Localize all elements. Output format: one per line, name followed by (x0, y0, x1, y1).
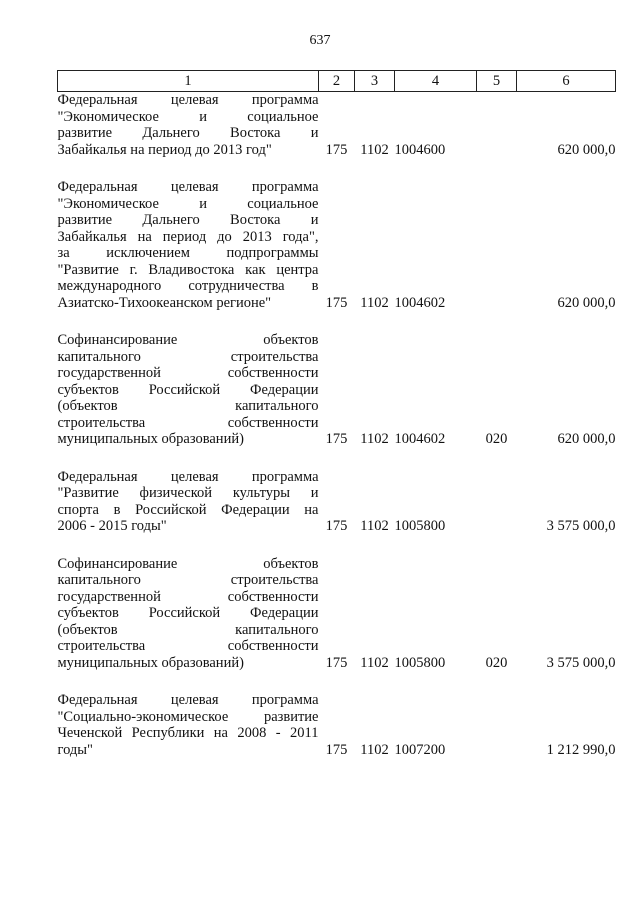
spacer-cell (58, 671, 616, 692)
description-line: Чеченской Республики на 2008 - 2011 (57, 725, 319, 741)
cell-c4: 1005800 (394, 518, 446, 534)
cell-c5 (477, 92, 517, 159)
description-line: "Экономическое и социальное (57, 195, 319, 212)
table-row (58, 92, 616, 159)
row-description (58, 92, 319, 159)
description-line: международного сотрудничества в (57, 278, 319, 294)
description-line: (объектов капитального (57, 621, 319, 638)
row-spacer (58, 671, 616, 692)
row-spacer (58, 535, 616, 556)
cell-c6: 1 212 990,0 (546, 741, 616, 758)
spacer-cell (58, 448, 616, 469)
table-row (58, 692, 616, 758)
row-description (58, 469, 319, 535)
cell-c4: 1004600 (394, 141, 446, 158)
description-line: 2006 - 2015 годы" (57, 518, 167, 534)
description-line: Забайкалья на период до 2013 года", (57, 228, 319, 245)
cell-c6: 620 000,0 (557, 294, 616, 311)
cell-c5 (477, 179, 517, 311)
spacer-cell (58, 158, 616, 179)
header-col-6: 6 (517, 71, 616, 92)
cell-c3: 1102 (360, 518, 389, 534)
cell-c5 (477, 469, 517, 535)
description-line: Федеральная целевая программа (57, 92, 319, 108)
spacer-cell (58, 535, 616, 556)
table-header-row (58, 71, 616, 92)
cell-c4: 1004602 (394, 431, 446, 447)
cell-c5: 020 (485, 431, 508, 447)
description-line: спорта в Российской Федерации на (57, 501, 319, 518)
cell-c6: 3 575 000,0 (546, 518, 616, 534)
cell-c2: 175 (325, 654, 348, 671)
page-number: 637 (309, 33, 331, 48)
description-line: муниципальных образований) (57, 431, 244, 447)
row-spacer (58, 311, 616, 332)
cell-c5: 020 (485, 654, 508, 671)
cell-c4: 1005800 (394, 654, 446, 671)
description-line: государственной собственности (57, 588, 319, 605)
cell-c6: 620 000,0 (557, 141, 616, 158)
description-line: строительства собственности (57, 638, 319, 654)
cell-c4: 1004602 (394, 294, 446, 311)
header-col-3: 3 (355, 71, 395, 92)
cell-c2: 175 (325, 518, 348, 534)
description-line: "Экономическое и социальное (57, 108, 319, 125)
cell-c2: 175 (325, 741, 348, 758)
description-line: Федеральная целевая программа (57, 692, 319, 708)
header-col-2: 2 (319, 71, 355, 92)
row-description (58, 692, 319, 758)
description-line: Азиатско-Тихоокеанском регионе" (57, 294, 272, 311)
description-line: Забайкалья на период до 2013 год" (57, 141, 272, 158)
budget-table (57, 70, 616, 758)
table-row (58, 469, 616, 535)
description-line: (объектов капитального (57, 398, 319, 414)
cell-c2: 175 (325, 431, 348, 447)
table-row (58, 556, 616, 672)
spacer-cell (58, 311, 616, 332)
description-line: "Развитие г. Владивостока как центра (57, 261, 319, 278)
header-col-5: 5 (477, 71, 517, 92)
description-line: капитального строительства (57, 572, 319, 588)
description-line: капитального строительства (57, 348, 319, 365)
description-line: субъектов Российской Федерации (57, 381, 319, 398)
header-col-4: 4 (395, 71, 477, 92)
cell-c6: 3 575 000,0 (546, 654, 616, 671)
description-line: субъектов Российской Федерации (57, 605, 319, 621)
description-line: за исключением подпрограммы (57, 245, 319, 261)
table-row (58, 179, 616, 311)
description-line: Софинансирование объектов (57, 555, 319, 572)
description-line: государственной собственности (57, 365, 319, 381)
row-spacer (58, 448, 616, 469)
description-line: "Развитие физической культуры и (57, 485, 319, 501)
row-spacer (58, 158, 616, 179)
cell-c5 (477, 692, 517, 758)
description-line: развитие Дальнего Востока и (57, 125, 319, 141)
description-line: Федеральная целевая программа (57, 179, 319, 195)
description-line: "Социально-экономическое развитие (57, 708, 319, 725)
cell-c6: 620 000,0 (557, 431, 616, 447)
cell-c2: 175 (325, 294, 348, 311)
cell-c2: 175 (325, 141, 348, 158)
row-description (58, 332, 319, 448)
description-line: Софинансирование объектов (57, 332, 319, 348)
cell-c3: 1102 (360, 654, 389, 671)
description-line: строительства собственности (57, 414, 319, 431)
row-description (58, 556, 319, 672)
table-body (58, 92, 616, 759)
cell-c3: 1102 (360, 741, 389, 758)
description-line: годы" (57, 741, 93, 758)
description-line: развитие Дальнего Востока и (57, 212, 319, 228)
cell-c3: 1102 (360, 141, 389, 158)
row-description (58, 179, 319, 311)
header-col-1: 1 (58, 71, 319, 92)
description-line: муниципальных образований) (57, 654, 244, 671)
description-line: Федеральная целевая программа (57, 468, 319, 485)
cell-c3: 1102 (360, 294, 389, 311)
cell-c3: 1102 (360, 431, 389, 447)
cell-c4: 1007200 (394, 741, 446, 758)
table-row (58, 332, 616, 448)
